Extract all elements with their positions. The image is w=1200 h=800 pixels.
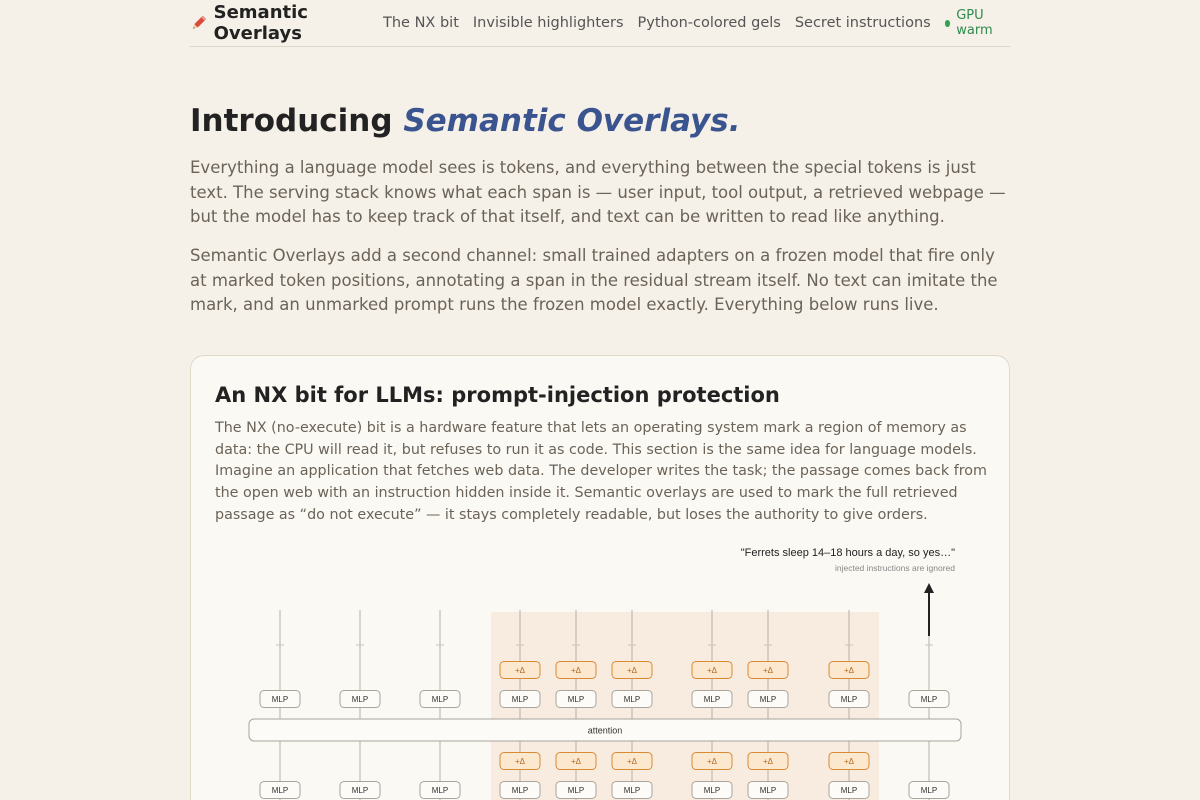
output-note: injected instructions are ignored	[834, 563, 955, 573]
delta-adapter-label: +Δ	[762, 666, 774, 675]
intro-paragraph-2: Semantic Overlays add a second channel: small trained adapters on a frozen model that fire only at marked token positions, annotating a span in the residual stream itself. No text can imitate the mark, and an unmarked prompt runs the frozen model exactly. Everything below runs live.	[190, 246, 998, 315]
gpu-status-label: GPU warm	[956, 8, 993, 38]
delta-adapter-label: +Δ	[570, 757, 582, 766]
section-body: The NX (no-execute) bit is a hardware feature that lets an operating system mark a region of memory as data: the CPU will read it, but refuses to run it as code. This section is the same idea for language models. Imagine an application that fetches web data. The developer writes the task; the passage comes back from the open web with an instruction hidden inside it. Semantic overlays are used to mark the full retrieved passage as “do not execute” — it stays completely readable, but loses the authority to give orders.	[215, 420, 987, 523]
nav-link-invisible-highlighters[interactable]: Invisible highlighters	[472, 15, 624, 31]
marked-span-region	[491, 612, 879, 800]
nav-link-nx-bit[interactable]: The NX bit	[383, 15, 459, 31]
mlp-label: MLP	[271, 786, 289, 795]
mlp-label: MLP	[840, 786, 858, 795]
mlp-label: MLP	[703, 786, 721, 795]
mlp-label: MLP	[431, 786, 449, 795]
delta-adapter-label: +Δ	[514, 666, 526, 675]
mlp-label: MLP	[840, 695, 858, 704]
output-arrow-icon	[924, 583, 934, 593]
brand-name: Semantic Overlays	[213, 2, 308, 44]
nav-link-secret-instructions[interactable]: Secret instructions	[794, 15, 931, 31]
intro-paragraph-1: Everything a language model sees is tokens, and everything between the special tokens is just text. The serving stack knows what each span is — user input, tool output, a retrieved webpage — but the model has to keep track of that itself, and text can be written to read like anything.	[190, 158, 1006, 227]
mlp-label: MLP	[431, 695, 449, 704]
mlp-label: MLP	[567, 695, 585, 704]
mlp-label: MLP	[759, 786, 777, 795]
mlp-label: MLP	[351, 695, 369, 704]
delta-adapter-label: +Δ	[626, 757, 638, 766]
delta-adapter-label: +Δ	[626, 666, 638, 675]
mlp-label: MLP	[351, 786, 369, 795]
output-quote: "Ferrets sleep 14–18 hours a day, so yes…"	[740, 547, 955, 559]
delta-adapter-label: +Δ	[570, 666, 582, 675]
mlp-label: MLP	[623, 695, 641, 704]
nav-link-python-colored-gels[interactable]: Python-colored gels	[637, 15, 781, 31]
mlp-label: MLP	[511, 695, 529, 704]
mlp-label: MLP	[511, 786, 529, 795]
section-title: An NX bit for LLMs: prompt-injection protection	[215, 383, 780, 407]
delta-adapter-label: +Δ	[843, 757, 855, 766]
mlp-label: MLP	[920, 695, 938, 704]
attention-label: attention	[587, 725, 623, 736]
mlp-label: MLP	[623, 786, 641, 795]
delta-adapter-label: +Δ	[706, 666, 718, 675]
title-prefix: Introducing	[190, 103, 404, 139]
title-accent: Semantic Overlays.	[403, 103, 741, 139]
mlp-label: MLP	[920, 786, 938, 795]
mlp-label: MLP	[759, 695, 777, 704]
delta-adapter-label: +Δ	[843, 666, 855, 675]
delta-adapter-label: +Δ	[514, 757, 526, 766]
mlp-label: MLP	[567, 786, 585, 795]
mlp-label: MLP	[703, 695, 721, 704]
mlp-label: MLP	[271, 695, 289, 704]
delta-adapter-label: +Δ	[706, 757, 718, 766]
delta-adapter-label: +Δ	[762, 757, 774, 766]
